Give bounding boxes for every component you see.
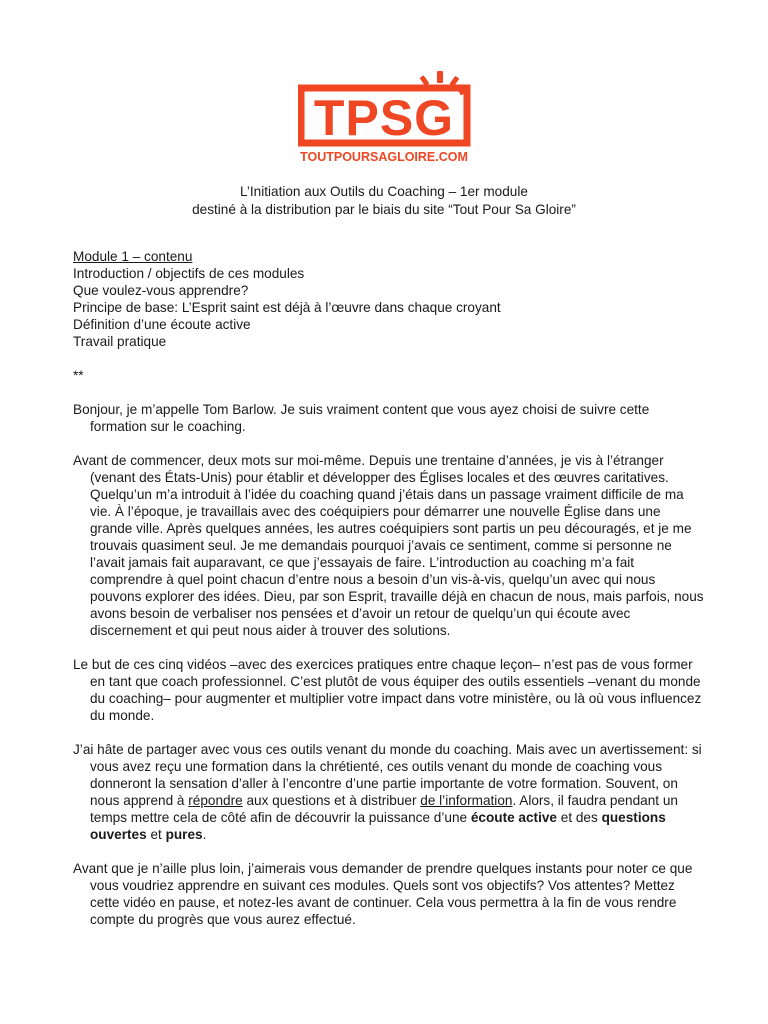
document-body xyxy=(73,248,705,928)
module-contents-item: Que voulez-vous apprendre? xyxy=(73,283,249,298)
document-title xyxy=(0,183,768,219)
paragraph-objectives: Avant que je n’aille plus loin, j’aimerais vous demander de prendre quelques instants pour noter ce que vous voudriez apprendre en suivant ces modules. Quels sont vos objectifs? Vos attentes? Mettez cette vidéo en pause, et notez-les avant de continuer. Cela vous permettra à la fin de vous rendre compte du progrès que vous aurez effectué. xyxy=(73,861,693,927)
paragraph-purpose: Le but de ces cinq vidéos –avec des exercices pratiques entre chaque leçon– n’est pas de vous former en tant que coach professionnel. C’est plutôt de vous équiper des outils essentiels –venant du monde du coaching– pour augmenter et multiplier votre impact dans votre ministère, ou là où vous influencez du monde. xyxy=(73,657,702,723)
tpsg-logo[interactable] xyxy=(298,70,473,170)
underlined-term: de l’information xyxy=(420,793,513,808)
section-separator: ** xyxy=(73,368,84,383)
bold-term: questions ouvertes xyxy=(90,810,666,842)
text-run: aux questions et à distribuer xyxy=(242,793,421,808)
paragraph-warning xyxy=(73,741,705,843)
text-run: et des xyxy=(556,810,602,825)
text-run: . Alors, il faudra pendant un temps mettre cela de côté afin de découvrir la puissance d’une xyxy=(90,793,678,825)
paragraph-intro: Bonjour, je m’appelle Tom Barlow. Je suis vraiment content que vous ayez choisi de suivre cette formation sur le coaching. xyxy=(73,402,650,434)
logo-wordmark: TPSG xyxy=(313,90,455,146)
text-run: J’ai hâte de partager avec vous ces outils venant du monde du coaching. Mais avec un avertissement: si vous avez reçu une formation dans la chrétienté, ces outils venant du monde de coaching vous donneront la sensation d’aller à l’encontre d’une partie importante de votre formation. Souvent, on nous apprend à xyxy=(73,742,702,808)
module-contents-heading: Module 1 – contenu xyxy=(73,249,193,264)
text-run: et xyxy=(146,827,166,842)
module-contents-item: Introduction / objectifs de ces modules xyxy=(73,266,305,281)
underlined-term: répondre xyxy=(188,793,243,808)
title-line-2: destiné à la distribution par le biais du site “Tout Pour Sa Gloire” xyxy=(192,202,576,217)
bold-term: pures xyxy=(165,827,203,842)
text-run: . xyxy=(202,827,207,842)
module-contents xyxy=(73,248,705,350)
module-contents-item: Principe de base: L’Esprit saint est déjà à l’œuvre dans chaque croyant xyxy=(73,300,501,315)
paragraph-background: Avant de commencer, deux mots sur moi-même. Depuis une trentaine d’années, je vis à l’étranger (venant des États-Unis) pour établir et développer des Églises locales et des œuvres caritatives. Quelqu’un m’a introduit à l’idée du coaching quand j’étais dans un passage vraiment difficile de ma vie. À l’époque, je travaillais avec des coéquipiers pour démarrer une nouvelle Église dans une grande ville. Après quelques années, les autres coéquipiers sont partis un peu découragés, et je me trouvais quasiment seul. Je me demandais pourquoi j’avais ce sentiment, comme si personne ne l’avait jamais fait auparavant, ce que j’essayais de faire. L’introduction au coaching m’a fait comprendre à quel point chacun d’entre nous a besoin d’un vis-à-vis, quelqu’un avec qui nous pouvons explorer des idées. Dieu, par son Esprit, travaille déjà en chacun de nous, mais parfois, nous avons besoin de verbaliser nos pensées et d’avoir un retour de quelqu’un qui écoute avec discernement et qui peut nous aider à trouver des solutions. xyxy=(73,453,704,638)
module-contents-item: Définition d’une écoute active xyxy=(73,317,251,332)
bold-term: écoute active xyxy=(470,810,557,825)
logo-site-url: TOUTPOURSAGLOIRE.COM xyxy=(300,150,468,164)
title-line-1: L’Initiation aux Outils du Coaching – 1er module xyxy=(240,184,528,199)
module-contents-item: Travail pratique xyxy=(73,334,167,349)
